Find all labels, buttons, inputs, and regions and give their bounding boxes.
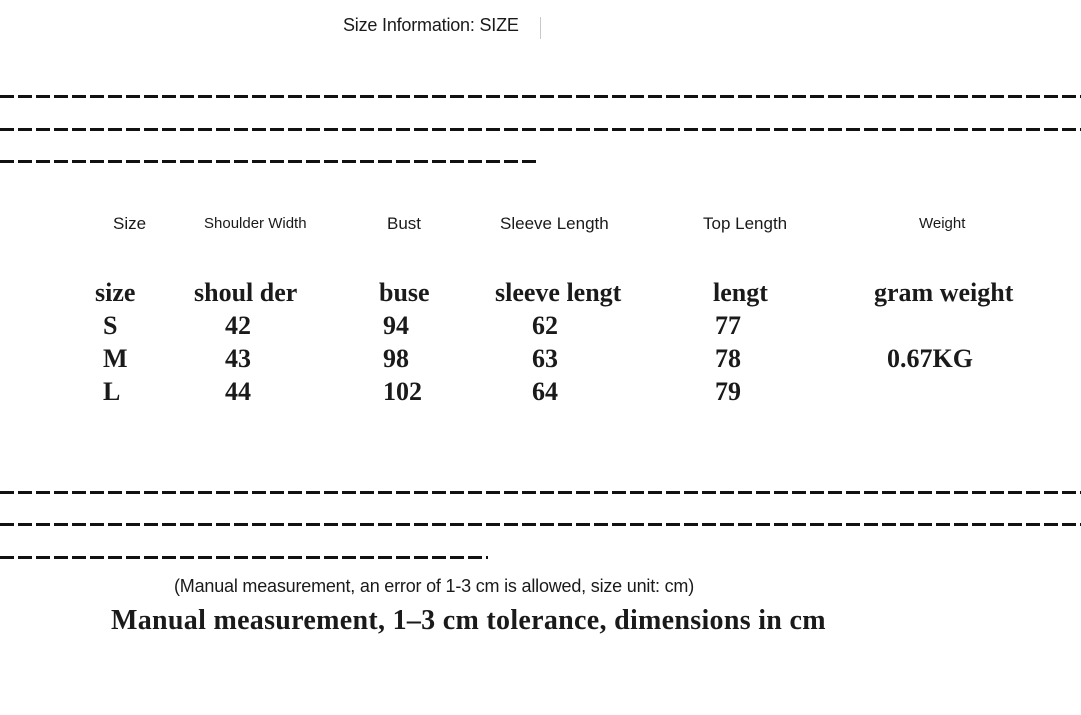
header-bust: Bust xyxy=(387,214,422,233)
label-bust: buse xyxy=(379,278,430,307)
table-cell-sleeve: 64 xyxy=(532,377,558,406)
header-top-length: Top Length xyxy=(703,214,788,233)
label-length: lengt xyxy=(713,278,768,307)
label-weight: gram weight xyxy=(874,278,1014,307)
header-sleeve-length: Sleeve Length xyxy=(500,214,609,233)
dashed-divider xyxy=(0,556,488,559)
table-cell-size: S xyxy=(103,311,118,340)
dashed-divider xyxy=(0,95,1081,98)
table-cell-bust: 94 xyxy=(383,311,409,340)
measurement-note: (Manual measurement, an error of 1-3 cm is allowed, size unit: cm) xyxy=(174,576,694,596)
label-sleeve: sleeve lengt xyxy=(495,278,622,307)
measurement-note-english: Manual measurement, 1–3 cm tolerance, dimensions in cm xyxy=(111,605,826,636)
page-title: Size Information: SIZE xyxy=(343,15,519,35)
table-cell-size: L xyxy=(103,377,121,406)
header-weight: Weight xyxy=(919,215,966,232)
table-cell-shoulder: 43 xyxy=(225,344,251,373)
text-cursor xyxy=(540,17,541,39)
table-cell-size: M xyxy=(103,344,128,373)
label-size: size xyxy=(95,278,136,307)
header-size: Size xyxy=(113,214,147,233)
table-cell-length: 78 xyxy=(715,344,741,373)
table-cell-length: 77 xyxy=(715,311,741,340)
dashed-divider xyxy=(0,523,1081,526)
table-cell-shoulder: 42 xyxy=(225,311,251,340)
table-cell-shoulder: 44 xyxy=(225,377,251,406)
dashed-divider xyxy=(0,491,1081,494)
weight-value: 0.67KG xyxy=(887,344,973,373)
table-cell-bust: 98 xyxy=(383,344,409,373)
header-shoulder-width: Shoulder Width xyxy=(204,215,307,232)
dashed-divider xyxy=(0,128,1081,131)
table-cell-sleeve: 62 xyxy=(532,311,558,340)
table-cell-bust: 102 xyxy=(383,377,422,406)
dashed-divider xyxy=(0,160,536,163)
label-shoulder: shoul der xyxy=(194,278,298,307)
table-cell-length: 79 xyxy=(715,377,741,406)
table-cell-sleeve: 63 xyxy=(532,344,558,373)
